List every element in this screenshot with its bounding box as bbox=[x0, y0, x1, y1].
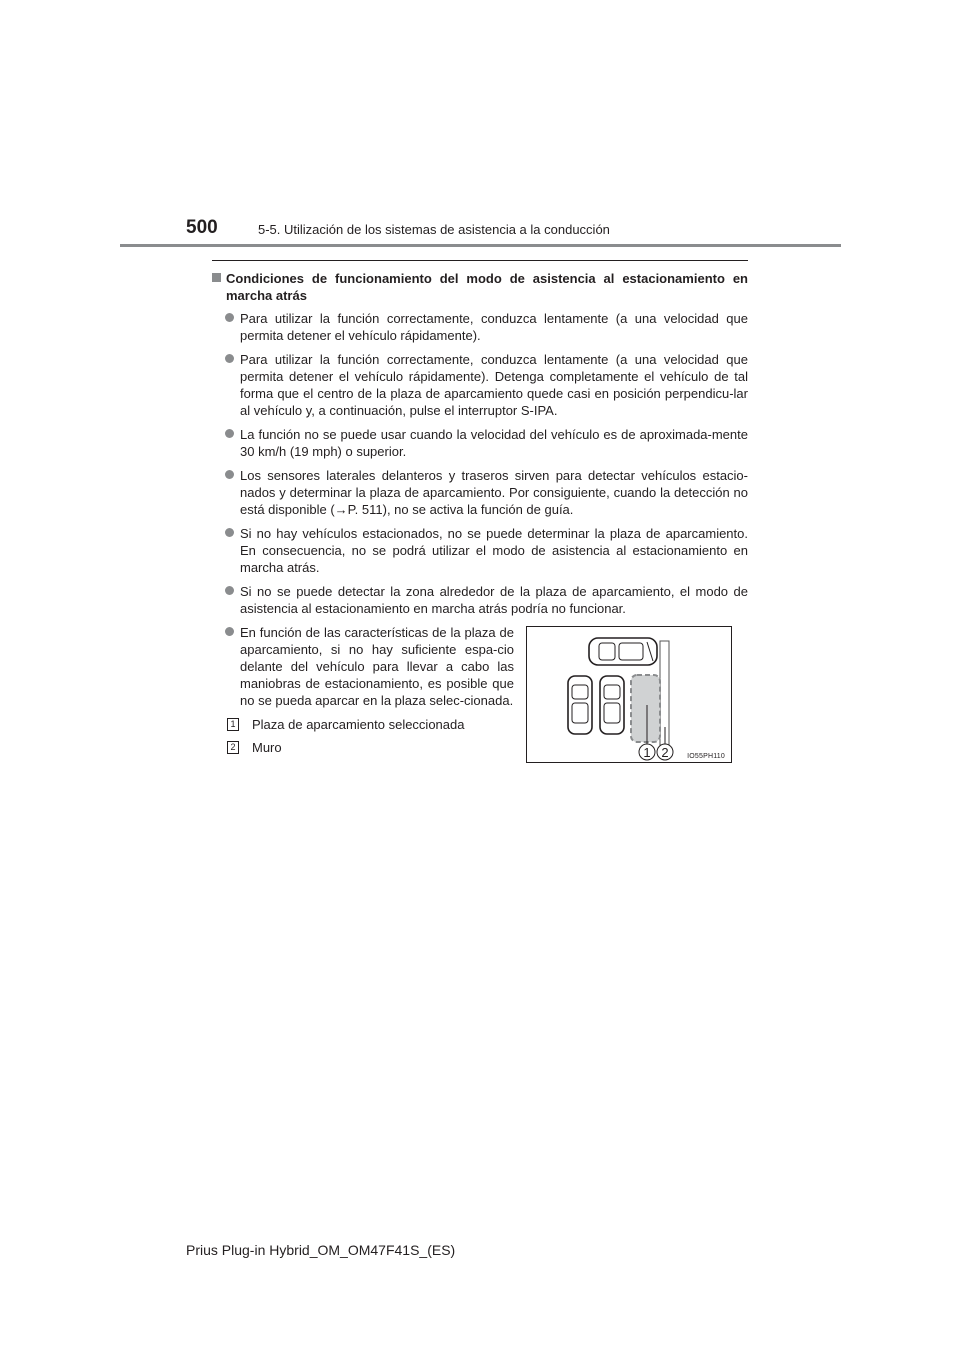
page-number: 500 bbox=[186, 217, 218, 238]
section-title: 5-5. Utilización de los sistemas de asistencia a la conducción bbox=[258, 222, 610, 237]
list-item-text: Para utilizar la función correctamente, conduzca lentamente (a una velocidad que permita detener el vehículo rápidamente). Detenga completamente el vehículo de tal forma que el centro de la plaza de aparcamiento quede casi en posición perpendicu-lar al vehículo y, a continuación, pulse el interruptor S-IPA. bbox=[240, 352, 748, 418]
list-item-text: Si no se puede detectar la zona alrededor de la plaza de aparcamiento, el modo de asistencia al estacionamiento en marcha atrás podría no funcionar. bbox=[240, 584, 748, 616]
callout-number-box: 2 bbox=[227, 741, 239, 754]
legend-text: Plaza de aparcamiento seleccionada bbox=[252, 717, 465, 732]
callout-1-label: 1 bbox=[643, 745, 651, 760]
list-item-text: Si no hay vehículos estacionados, no se puede determinar la plaza de aparcamiento. En consecuencia, no se podrá utilizar el modo de asistencia al estacionamiento en marcha atrás. bbox=[240, 526, 748, 575]
bullet-icon bbox=[225, 528, 234, 537]
legend-text: Muro bbox=[252, 740, 282, 755]
bullet-icon bbox=[225, 429, 234, 438]
bullet-icon bbox=[225, 470, 234, 479]
callout-2-label: 2 bbox=[661, 745, 669, 760]
figure-id: IO55PH110 bbox=[687, 753, 725, 760]
car-icon bbox=[600, 676, 624, 734]
bullet-icon bbox=[225, 354, 234, 363]
heading-text: Condiciones de funcionamiento del modo de asistencia al estacionamiento en marcha atrás bbox=[226, 271, 748, 303]
list-item bbox=[212, 624, 514, 709]
list-item bbox=[212, 583, 748, 617]
list-item bbox=[212, 426, 748, 460]
subsection-heading bbox=[212, 270, 748, 304]
list-item-text: La función no se puede usar cuando la velocidad del vehículo es de aproximada-mente 30 km/h (19 mph) o superior. bbox=[240, 427, 748, 459]
callout-number-box: 1 bbox=[227, 718, 239, 731]
bullet-icon bbox=[225, 313, 234, 322]
footer-text: Prius Plug-in Hybrid_OM_OM47F41S_(ES) bbox=[186, 1242, 456, 1258]
parking-diagram bbox=[526, 626, 732, 763]
parking-illustration bbox=[527, 627, 731, 762]
list-item bbox=[212, 351, 748, 419]
list-item-text: Los sensores laterales delanteros y traseros sirven para detectar vehículos estacio-nados y determinar la plaza de aparcamiento. Por consiguiente, cuando la detección no está disponible (→P. 511), no se activa la función de guía. bbox=[240, 468, 748, 517]
car-icon bbox=[589, 638, 657, 665]
list-item-text: Para utilizar la función correctamente, conduzca lentamente (a una velocidad que permita detener el vehículo rápidamente). bbox=[240, 311, 748, 343]
section-divider bbox=[212, 260, 748, 261]
bullet-icon bbox=[225, 627, 234, 636]
square-bullet-icon bbox=[212, 273, 221, 282]
list-item bbox=[212, 525, 748, 576]
bullet-icon bbox=[225, 586, 234, 595]
list-item bbox=[212, 310, 748, 344]
selected-parking-space bbox=[631, 675, 660, 742]
header-rule bbox=[120, 244, 841, 247]
list-item bbox=[212, 467, 748, 518]
list-item-text: En función de las características de la plaza de aparcamiento, si no hay suficiente espa-cio delante del vehículo para llevar a cabo las maniobras de estacionamiento, es posible que no se pueda aparcar en la plaza selec-cionada. bbox=[240, 625, 514, 708]
car-icon bbox=[568, 676, 592, 734]
